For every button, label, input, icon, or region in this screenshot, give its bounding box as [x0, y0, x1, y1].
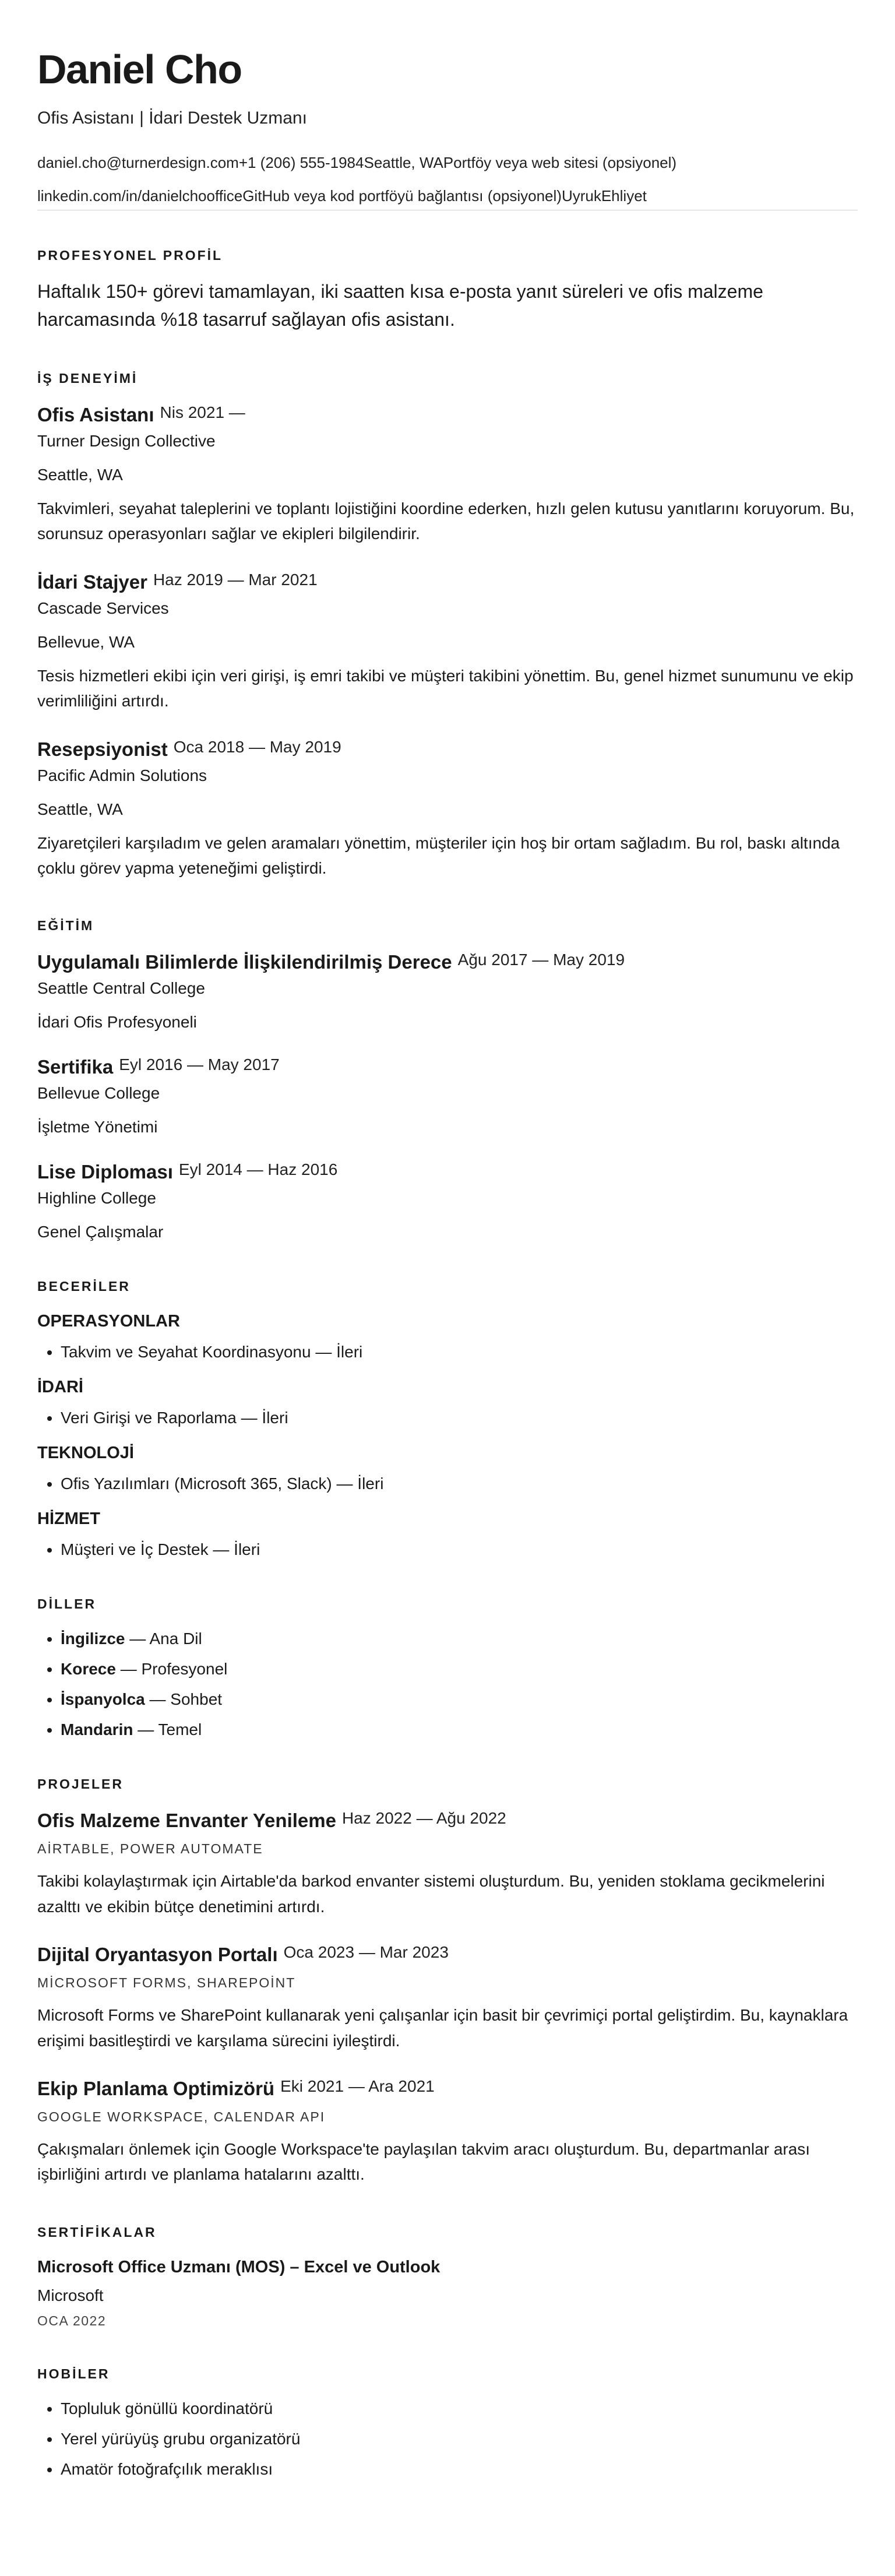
- candidate-name: Daniel Cho: [37, 47, 242, 92]
- summary-section: [37, 248, 858, 333]
- job-dates: Haz 2019 — Mar 2021: [153, 570, 318, 589]
- summary-text: Haftalık 150+ görevi tamamlayan, iki saatten kısa e-posta yanıt süreleri ve ofis malzeme harcamasında %18 tasarruf sağlayan ofis asistanı.: [37, 281, 763, 330]
- skill-item: • Veri Girişi ve Raporlama — İleri: [61, 1409, 858, 1427]
- job-description: Tesis hizmetleri ekibi için veri girişi, iş emri takibi ve müşteri takibini yönettim. Bu, genel hizmet sunumunu ve ekip verimliliğini artırdı.: [37, 666, 854, 710]
- experience-item: [37, 571, 858, 714]
- job-location: Seattle, WA: [37, 800, 123, 818]
- project-description: Takibi kolaylaştırmak için Airtable'da barkod envanter sistemi oluşturdum. Bu, yeniden stoklama gecikmelerini azalttı ve ekibin bütçe denetimini artırdı.: [37, 1872, 825, 1916]
- project-dates: Eki 2021 — Ara 2021: [280, 2077, 435, 2095]
- job-description: Ziyaretçileri karşıladım ve gelen aramaları yönettim, müşteriler için hoş bir ortam sağladım. Bu rol, baskı altında çoklu görev yapma yeteneğimi geliştirdi.: [37, 833, 840, 877]
- degree-title: Lise Diploması: [37, 1161, 173, 1183]
- education-item: [37, 951, 858, 1032]
- skill-item: • Ofis Yazılımları (Microsoft 365, Slack) — İleri: [61, 1474, 858, 1493]
- skill-item: • Müşteri ve İç Destek — İleri: [61, 1540, 858, 1559]
- section-title-languages: DİLLER: [37, 1596, 97, 1612]
- hobby-list: [37, 2399, 858, 2479]
- job-dates: Oca 2018 — May 2019: [173, 737, 341, 756]
- languages-section: [37, 1596, 858, 1739]
- contact-info: [37, 154, 858, 205]
- study-field: Genel Çalışmalar: [37, 1223, 164, 1241]
- projects-section: [37, 1776, 858, 2187]
- education-section: [37, 918, 858, 1241]
- study-field: İdari Ofis Profesyoneli: [37, 1013, 197, 1032]
- education-dates: Eyl 2014 — Haz 2016: [178, 1160, 338, 1179]
- skill-category: HİZMET: [37, 1509, 100, 1529]
- job-company: Pacific Admin Solutions: [37, 766, 207, 784]
- project-dates: Oca 2023 — Mar 2023: [283, 1943, 449, 1962]
- contact-location: Seattle, WA: [364, 154, 443, 171]
- project-tech: GOOGLE WORKSPACE, CALENDAR API: [37, 2109, 326, 2124]
- hobby-item: • Amatör fotoğrafçılık meraklısı: [61, 2460, 858, 2479]
- job-title: Ofis Asistanı: [37, 404, 154, 425]
- project-name: Dijital Oryantasyon Portalı: [37, 1944, 278, 1966]
- job-company: Cascade Services: [37, 599, 169, 617]
- job-dates: Nis 2021 —: [160, 403, 245, 421]
- language-item: [61, 1630, 858, 1648]
- job-company: Turner Design Collective: [37, 432, 216, 450]
- language-item: [61, 1720, 858, 1739]
- language-level: — Sohbet: [149, 1690, 223, 1709]
- skill-category: TEKNOLOJİ: [37, 1444, 134, 1463]
- education-dates: Ağu 2017 — May 2019: [457, 951, 625, 969]
- skill-list: [37, 1474, 858, 1493]
- candidate-headline: Ofis Asistanı | İdari Destek Uzmanı: [37, 108, 307, 128]
- degree-title: Uygulamalı Bilimlerde İlişkilendirilmiş Derece: [37, 951, 452, 973]
- school-name: Highline College: [37, 1189, 156, 1208]
- project-item: [37, 2078, 858, 2187]
- project-name: Ofis Malzeme Envanter Yenileme: [37, 1810, 336, 1832]
- project-item: [37, 1810, 858, 1919]
- contact-phone[interactable]: +1 (206) 555-1984: [238, 154, 364, 171]
- skill-list: [37, 1540, 858, 1559]
- section-title-experience: İŞ DENEYİMİ: [37, 371, 138, 386]
- education-item: [37, 1056, 858, 1136]
- job-title: Resepsiyonist: [37, 738, 168, 760]
- experience-item: [37, 738, 858, 881]
- section-title-hobbies: HOBİLER: [37, 2366, 110, 2381]
- job-location: Seattle, WA: [37, 466, 123, 484]
- experience-item: [37, 404, 858, 547]
- project-dates: Haz 2022 — Ağu 2022: [341, 1809, 506, 1828]
- project-tech: AİRTABLE, POWER AUTOMATE: [37, 1841, 263, 1857]
- skill-list: [37, 1409, 858, 1427]
- job-title: İdari Stajyer: [37, 571, 147, 593]
- section-title-education: EĞİTİM: [37, 918, 94, 934]
- job-location: Bellevue, WA: [37, 632, 135, 651]
- project-name: Ekip Planlama Optimizörü: [37, 2077, 275, 2099]
- section-title-certifications: SERTİFİKALAR: [37, 2224, 157, 2240]
- contact-email[interactable]: daniel.cho@turnerdesign.com: [37, 154, 239, 171]
- school-name: Seattle Central College: [37, 979, 205, 998]
- language-name: Korece: [61, 1660, 116, 1678]
- experience-section: [37, 371, 858, 881]
- language-level: — Ana Dil: [129, 1630, 202, 1648]
- project-description: Çakışmaları önlemek için Google Workspace'te paylaşılan takvim aracı oluşturdum. Bu, departmanlar arası işbirliğini artırdı ve planlama hatalarını azalttı.: [37, 2139, 811, 2184]
- language-item: [61, 1690, 858, 1709]
- language-name: Mandarin: [61, 1720, 133, 1739]
- language-name: İngilizce: [61, 1630, 125, 1648]
- project-description: Microsoft Forms ve SharePoint kullanarak yeni çalışanlar için basit bir çevrimiçi portal geliştirdim. Bu, kaynaklara erişimi basitleştirdi ve karşılama sürecini iyileştirdi.: [37, 2006, 848, 2050]
- skill-item: • Takvim ve Seyahat Koordinasyonu — İleri: [61, 1343, 858, 1361]
- language-name: İspanyolca: [61, 1690, 145, 1709]
- section-title-projects: PROJELER: [37, 1776, 124, 1792]
- certification-name: Microsoft Office Uzmanı (MOS) – Excel ve Outlook: [37, 2257, 441, 2276]
- section-title-skills: BECERİLER: [37, 1279, 131, 1294]
- skill-list: [37, 1343, 858, 1361]
- hobby-item: • Topluluk gönüllü koordinatörü: [61, 2399, 858, 2418]
- contact-row-secondary: [37, 187, 858, 205]
- project-item: [37, 1944, 858, 2053]
- skills-section: [37, 1279, 858, 1559]
- section-title-summary: PROFESYONEL PROFİL: [37, 248, 223, 263]
- contact-row-primary: [37, 154, 858, 172]
- hobbies-section: [37, 2366, 858, 2479]
- education-item: [37, 1161, 858, 1241]
- contact-github[interactable]: GitHub veya kod portföyü bağlantısı (opsiyonel): [242, 187, 562, 205]
- contact-nationality: Uyruk: [561, 187, 601, 205]
- certification-issuer: Microsoft: [37, 2286, 104, 2304]
- certification-item: [37, 2258, 858, 2329]
- language-level: — Profesyonel: [120, 1660, 228, 1678]
- study-field: İşletme Yönetimi: [37, 1118, 158, 1136]
- education-dates: Eyl 2016 — May 2017: [119, 1055, 280, 1074]
- job-description: Takvimleri, seyahat taleplerini ve toplantı lojistiğini koordine ederken, hızlı gelen kutusu yanıtlarını koruyorum. Bu, sorunsuz operasyonları sağlar ve ekipleri bilgilendirir.: [37, 499, 855, 543]
- degree-title: Sertifika: [37, 1056, 114, 1078]
- skill-category: OPERASYONLAR: [37, 1312, 180, 1331]
- hobby-item: • Yerel yürüyüş grubu organizatörü: [61, 2430, 858, 2448]
- language-level: — Temel: [138, 1720, 202, 1739]
- skill-category: İDARİ: [37, 1378, 83, 1397]
- contact-portfolio[interactable]: Portföy veya web sitesi (opsiyonel): [443, 154, 677, 171]
- resume-header: [37, 49, 858, 210]
- language-item: [61, 1660, 858, 1678]
- contact-linkedin[interactable]: linkedin.com/in/danielchooffice: [37, 187, 243, 205]
- language-list: [37, 1630, 858, 1739]
- contact-license: Ehliyet: [601, 187, 647, 205]
- school-name: Bellevue College: [37, 1084, 160, 1103]
- project-tech: MİCROSOFT FORMS, SHAREPOİNT: [37, 1975, 296, 1991]
- certifications-section: [37, 2225, 858, 2329]
- certification-date: OCA 2022: [37, 2313, 107, 2328]
